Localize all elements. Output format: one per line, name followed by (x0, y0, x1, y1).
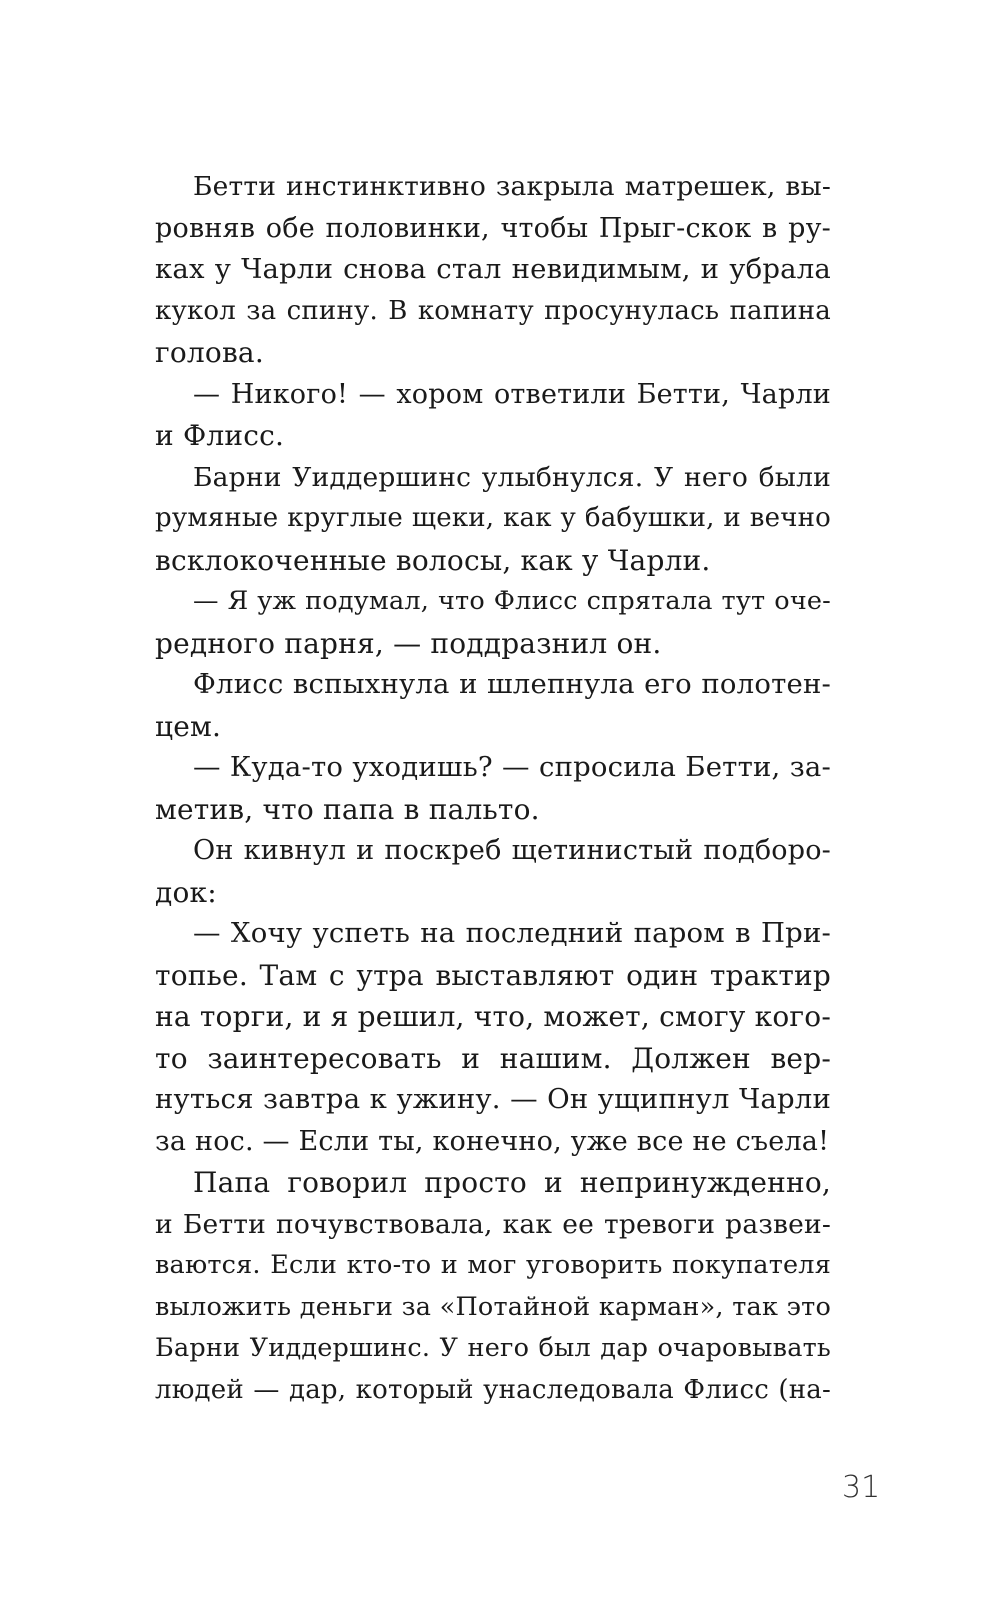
text-line: выложить деньги за «Потайной карман», так это (155, 1291, 831, 1322)
text-line: румяные круглые щеки, как у бабушки, и вечно (155, 503, 831, 533)
text-line: док: (155, 875, 217, 909)
text-line: Флисс вспыхнула и шлепнула его полотен- (193, 668, 831, 700)
text-line: ках у Чарли снова стал невидимым, и убрала (155, 253, 831, 285)
text-line: ровняв обе половинки, чтобы Прыг-скок в ру- (155, 212, 831, 244)
text-line: — Куда-то уходишь? — спросила Бетти, за- (193, 751, 831, 783)
text-line: Барни Уиддершинс улыбнулся. У него были (193, 461, 831, 493)
text-line: за нос. — Если ты, конечно, уже все не съела! (155, 1125, 830, 1157)
text-line: Барни Уиддершинс. У него был дар очаровывать (155, 1333, 831, 1363)
text-line: топье. Там с утра выставляют один трактир (155, 958, 831, 992)
text-line: Папа говорил просто и непринужденно, (193, 1166, 831, 1199)
text-line: голова. (155, 336, 264, 369)
text-line: то заинтересовать и нашим. Должен вер- (155, 1041, 831, 1075)
text-line: людей — дар, который унаследовала Флисс (на- (155, 1374, 831, 1405)
text-line: цем. (155, 709, 222, 743)
text-line: нуться завтра к ужину. — Он ущипнул Чарли (155, 1083, 831, 1115)
text-line: Бетти инстинктивно закрыла матрешек, вы- (193, 171, 831, 202)
text-line: и Флисс. (155, 419, 285, 452)
text-line: Он кивнул и поскреб щетинистый подборо- (193, 835, 831, 866)
text-line: и Бетти почувствовала, как ее тревоги развеи- (155, 1208, 831, 1240)
text-line: на торги, и я решил, что, может, смогу кого- (155, 1000, 831, 1033)
text-line: редного парня, — поддразнил он. (155, 626, 662, 660)
text-line: метив, что папа в пальто. (155, 792, 540, 826)
text-line: — Никого! — хором ответили Бетти, Чарли (193, 378, 831, 410)
text-line: кукол за спину. В комнату просунулась папина (155, 295, 831, 326)
text-line: — Хочу успеть на последний паром в При- (193, 917, 831, 949)
page-number: 31 (842, 1470, 881, 1505)
book-page-text (155, 166, 831, 1411)
text-line: ваются. Если кто-то и мог уговорить покупателя (155, 1250, 831, 1280)
text-line: всклокоченные волосы, как у Чарли. (155, 543, 711, 577)
text-line: — Я уж подумал, что Флисс спрятала тут оче- (193, 586, 831, 616)
